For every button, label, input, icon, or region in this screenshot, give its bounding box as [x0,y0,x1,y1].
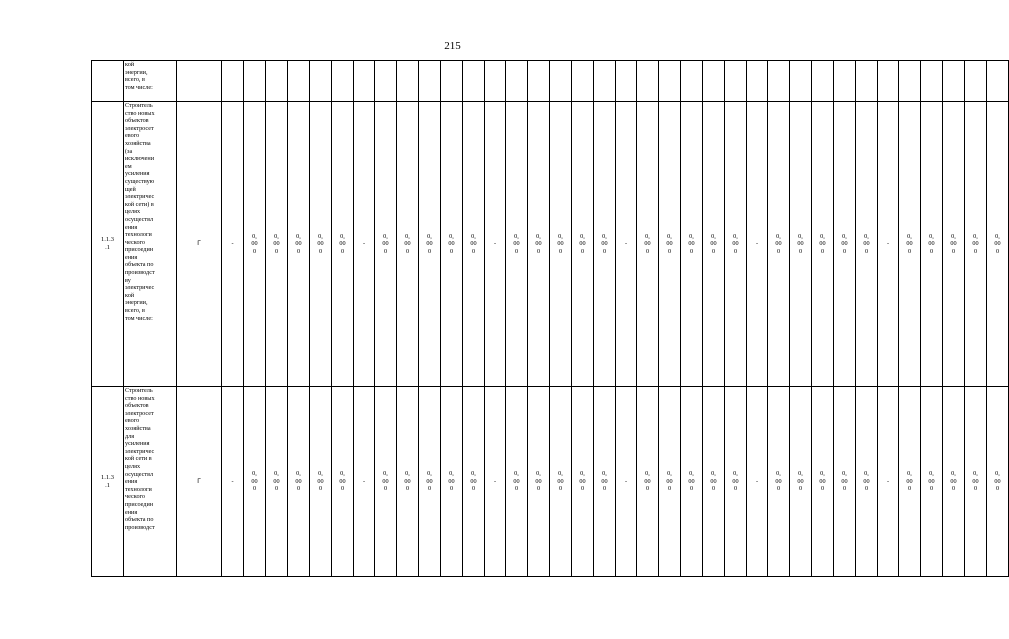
value-cell [550,61,572,102]
name-line: объекта по [125,261,154,269]
name-line: евого [125,132,140,140]
value-cell: 0, 00 0 [943,102,965,387]
value-cell [244,61,266,102]
name-line: электросет [125,409,154,417]
value-cell: 0, 00 0 [812,102,834,387]
value-cell [528,61,550,102]
name-line: энергии, [125,68,148,76]
name-line: объектов [125,402,149,410]
value-cell [332,61,354,102]
group-separator-cell [747,61,768,102]
value-cell: 0, 00 0 [397,102,419,387]
name-line: целях [125,462,141,470]
name-line: щей [125,185,136,193]
value-cell: 0, 00 0 [637,102,659,387]
name-line: технологи [125,485,152,493]
value-cell: 0, 00 0 [572,102,594,387]
value-cell: 0, 00 0 [681,102,703,387]
value-cell: 0, 00 0 [965,387,987,577]
value-cell: 0, 00 0 [528,387,550,577]
value-cell: 0, 00 0 [310,102,332,387]
row-name [124,102,177,387]
value-cell: 0, 00 0 [528,102,550,387]
name-line: Строитель [125,102,153,109]
name-line: Строитель [125,387,153,394]
value-cell [725,61,747,102]
group-separator-cell: - [616,387,637,577]
value-cell: 0, 00 0 [943,387,965,577]
value-cell: 0, 00 0 [572,387,594,577]
name-line: всего, в [125,307,145,315]
row-code [92,61,124,102]
name-line: хозяйства [125,139,151,147]
table-row [92,61,1009,102]
value-cell: 0, 00 0 [463,387,485,577]
name-line: осуществл [125,215,154,223]
value-cell: 0, 00 0 [332,387,354,577]
value-cell: 0, 00 0 [659,102,681,387]
value-cell [856,61,878,102]
row-dash: - [222,387,244,577]
name-line: хозяйства [125,424,151,432]
name-line: кой сети) в [125,200,154,208]
name-line: технологи [125,231,152,239]
value-cell: 0, 00 0 [419,102,441,387]
value-cell [375,61,397,102]
value-cell [834,61,856,102]
value-cell: 0, 00 0 [266,102,288,387]
name-line: электричес [125,284,155,292]
name-line: объекта по [125,516,154,524]
name-line: производст [125,523,155,531]
group-separator-cell: - [878,387,899,577]
data-table [91,60,1009,577]
name-line: евого [125,417,140,425]
value-cell: 0, 00 0 [856,387,878,577]
name-line: ство новых [125,109,155,117]
value-cell: 0, 00 0 [834,102,856,387]
value-cell [637,61,659,102]
value-cell: 0, 00 0 [506,387,528,577]
value-cell: 0, 00 0 [506,102,528,387]
row-dash: - [222,102,244,387]
row-code: 1.1.3 .1 [92,102,124,387]
name-line: объектов [125,117,149,125]
value-cell: 0, 00 0 [921,387,943,577]
name-line: целях [125,208,141,216]
value-cell [506,61,528,102]
value-cell [987,61,1009,102]
value-cell [943,61,965,102]
name-line: присоедин [125,246,154,254]
row-name [124,387,177,577]
group-separator-cell: - [485,102,506,387]
name-line: ческого [125,493,146,501]
name-line: энергии, [125,299,148,307]
table-row [92,387,1009,577]
row-dash [222,61,244,102]
value-cell: 0, 00 0 [637,387,659,577]
name-line: ем [125,162,132,170]
value-cell: 0, 00 0 [375,102,397,387]
value-cell [572,61,594,102]
group-separator-cell: - [747,387,768,577]
value-cell: 0, 00 0 [310,387,332,577]
value-cell [812,61,834,102]
value-cell: 0, 00 0 [725,102,747,387]
value-cell: 0, 00 0 [703,102,725,387]
name-line: ство новых [125,394,155,402]
row-name [124,61,177,102]
value-cell [899,61,921,102]
value-cell: 0, 00 0 [288,102,310,387]
value-cell: 0, 00 0 [834,387,856,577]
value-cell: 0, 00 0 [375,387,397,577]
value-cell [288,61,310,102]
name-line: кой [125,61,135,68]
name-line: всего, в [125,76,145,84]
value-cell: 0, 00 0 [550,102,572,387]
group-separator-cell [354,61,375,102]
value-cell: 0, 00 0 [987,102,1009,387]
name-line: ческого [125,238,146,246]
value-cell: 0, 00 0 [681,387,703,577]
name-line: производст [125,269,155,277]
name-line: электросет [125,124,154,132]
value-cell [266,61,288,102]
value-cell [703,61,725,102]
value-cell: 0, 00 0 [266,387,288,577]
value-cell: 0, 00 0 [332,102,354,387]
row-unit: Г [177,387,222,577]
value-cell: 0, 00 0 [899,102,921,387]
value-cell [463,61,485,102]
value-cell: 0, 00 0 [594,387,616,577]
value-cell: 0, 00 0 [244,102,266,387]
value-cell: 0, 00 0 [463,102,485,387]
value-cell [790,61,812,102]
name-line: существую [125,177,155,185]
name-line: электричес [125,447,155,455]
name-line: ения [125,478,138,486]
value-cell: 0, 00 0 [441,102,463,387]
value-cell: 0, 00 0 [419,387,441,577]
name-line: присоедин [125,500,154,508]
value-cell [921,61,943,102]
value-cell [594,61,616,102]
value-cell: 0, 00 0 [856,102,878,387]
group-separator-cell: - [354,102,375,387]
value-cell [681,61,703,102]
name-line: кой сети в [125,455,152,463]
group-separator-cell: - [878,102,899,387]
name-line: усиления [125,440,150,448]
page-number: 215 [444,40,461,52]
group-separator-cell: - [747,102,768,387]
value-cell: 0, 00 0 [768,102,790,387]
row-unit: Г [177,102,222,387]
group-separator-cell [485,61,506,102]
name-line: для [125,432,135,440]
value-cell [659,61,681,102]
value-cell: 0, 00 0 [594,102,616,387]
group-separator-cell [878,61,899,102]
name-line: усиления [125,170,150,178]
value-cell [419,61,441,102]
value-cell [397,61,419,102]
value-cell [441,61,463,102]
value-cell [768,61,790,102]
value-cell: 0, 00 0 [725,387,747,577]
value-cell: 0, 00 0 [397,387,419,577]
value-cell: 0, 00 0 [790,102,812,387]
name-line: электричес [125,193,155,201]
name-line: том числе: [125,83,153,91]
value-cell: 0, 00 0 [768,387,790,577]
value-cell: 0, 00 0 [550,387,572,577]
name-line: (за [125,147,133,155]
name-line: том числе: [125,314,153,322]
value-cell [965,61,987,102]
name-line: кой [125,291,135,299]
row-code: 1.1.3 .1 [92,387,124,577]
value-cell: 0, 00 0 [288,387,310,577]
name-line: ения [125,253,138,261]
group-separator-cell: - [485,387,506,577]
name-line: ения [125,508,138,516]
name-line: ения [125,223,138,231]
table-row [92,102,1009,387]
value-cell: 0, 00 0 [921,102,943,387]
value-cell [310,61,332,102]
value-cell: 0, 00 0 [987,387,1009,577]
group-separator-cell: - [616,102,637,387]
value-cell: 0, 00 0 [659,387,681,577]
value-cell: 0, 00 0 [244,387,266,577]
name-line: осуществл [125,470,154,478]
name-line: ву [125,276,131,284]
value-cell: 0, 00 0 [790,387,812,577]
group-separator-cell [616,61,637,102]
value-cell: 0, 00 0 [965,102,987,387]
value-cell: 0, 00 0 [812,387,834,577]
value-cell: 0, 00 0 [703,387,725,577]
row-unit [177,61,222,102]
value-cell: 0, 00 0 [441,387,463,577]
name-line: исключени [125,155,155,163]
group-separator-cell: - [354,387,375,577]
value-cell: 0, 00 0 [899,387,921,577]
